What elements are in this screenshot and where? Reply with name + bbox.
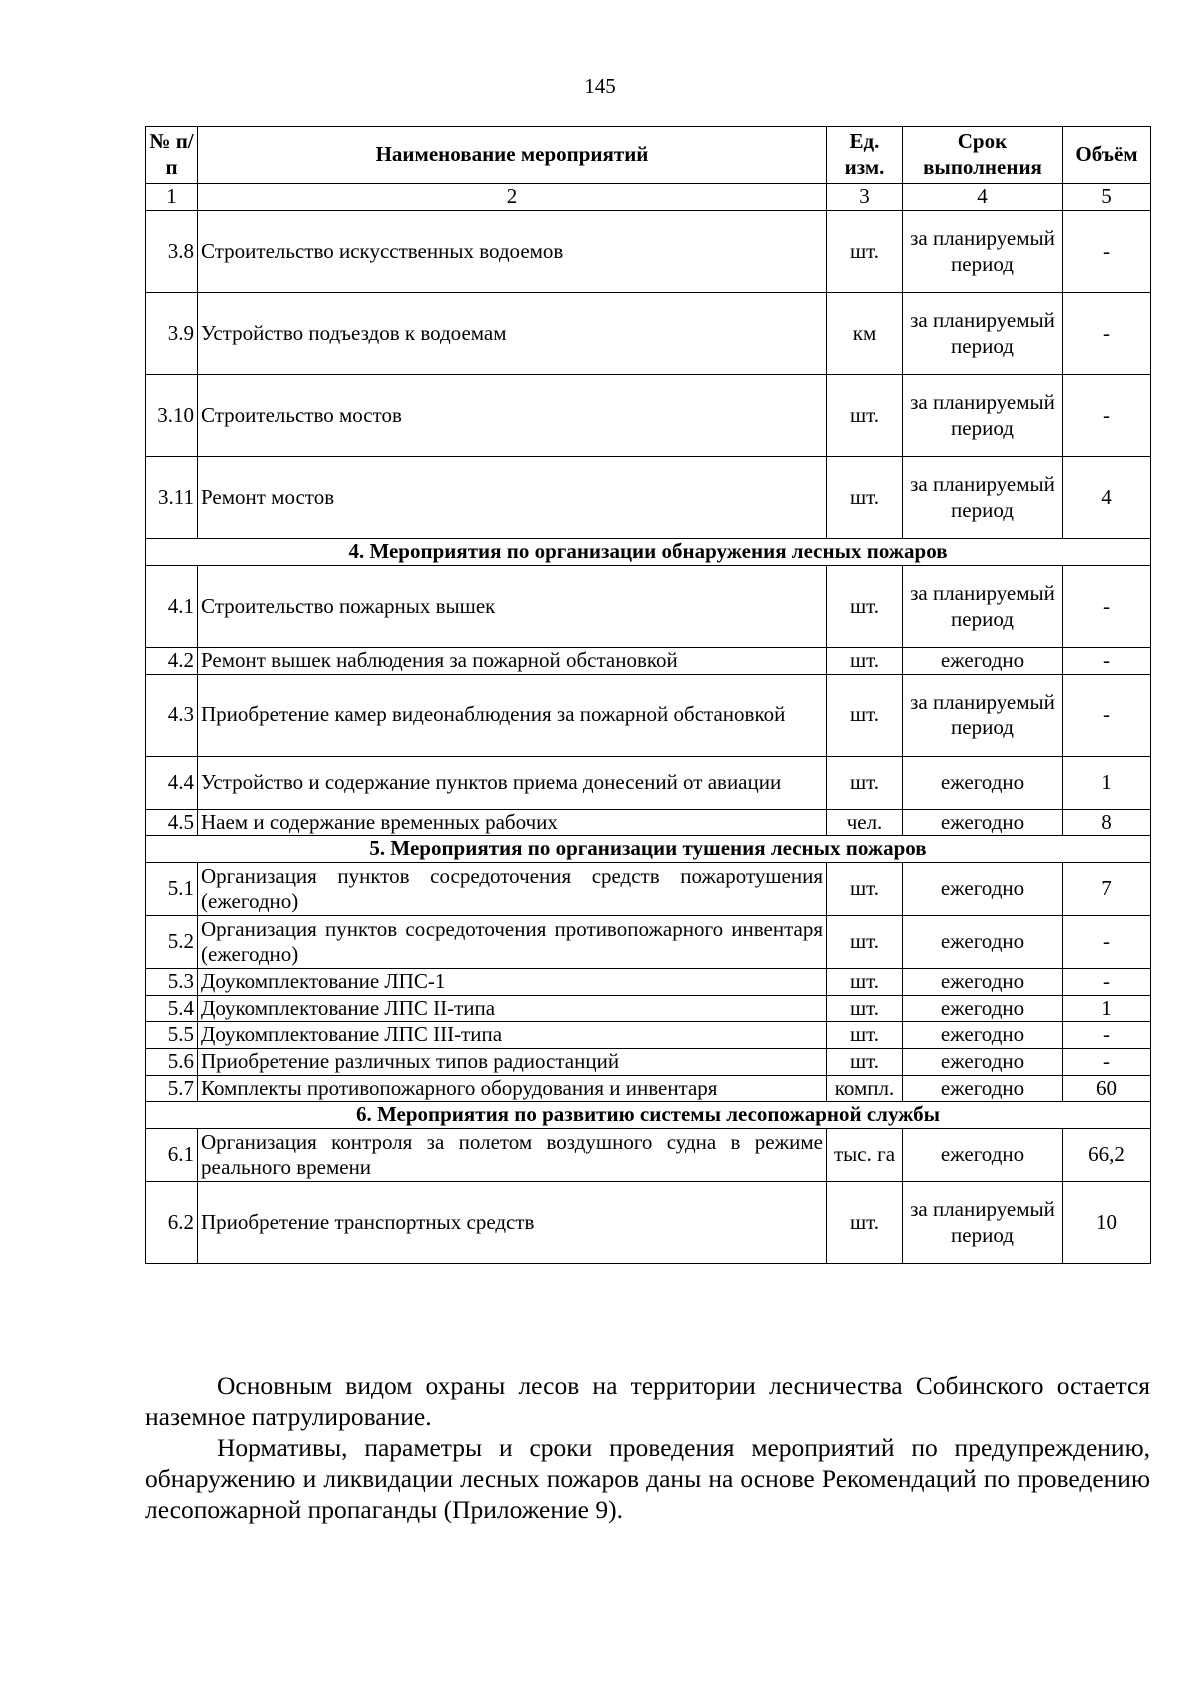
row-name: Ремонт вышек наблюдения за пожарной обстановкой xyxy=(198,648,827,675)
row-unit: шт. xyxy=(827,1049,903,1076)
row-num: 4.4 xyxy=(146,756,198,809)
section-title: 4. Мероприятия по организации обнаружения лесных пожаров xyxy=(146,539,1151,566)
row-volume: - xyxy=(1063,916,1151,969)
row-unit: шт. xyxy=(827,863,903,916)
table-row xyxy=(146,457,1151,539)
row-num: 3.9 xyxy=(146,293,198,375)
section-row xyxy=(146,1102,1151,1129)
header-num: № п/п xyxy=(146,127,198,184)
row-num: 5.2 xyxy=(146,916,198,969)
row-name: Устройство подъездов к водоемам xyxy=(198,293,827,375)
row-name: Комплекты противопожарного оборудования и инвентаря xyxy=(198,1075,827,1102)
row-num: 5.7 xyxy=(146,1075,198,1102)
row-unit: шт. xyxy=(827,457,903,539)
paragraph: Основным видом охраны лесов на территории лесничества Собинского остается наземное патрулирование. xyxy=(145,1371,1150,1431)
column-number: 4 xyxy=(903,184,1063,211)
row-num: 5.5 xyxy=(146,1022,198,1049)
row-term: за планируемый период xyxy=(903,674,1063,756)
table-row xyxy=(146,1075,1151,1102)
row-name: Приобретение транспортных средств xyxy=(198,1182,827,1264)
row-term: ежегодно xyxy=(903,756,1063,809)
row-term: за планируемый период xyxy=(903,457,1063,539)
section-title: 6. Мероприятия по развитию системы лесопожарной службы xyxy=(146,1102,1151,1129)
row-volume: 8 xyxy=(1063,809,1151,836)
row-term: ежегодно xyxy=(903,995,1063,1022)
measures-table xyxy=(145,126,1151,1264)
row-unit: шт. xyxy=(827,969,903,996)
column-number: 3 xyxy=(827,184,903,211)
row-term: ежегодно xyxy=(903,1075,1063,1102)
row-volume: - xyxy=(1063,293,1151,375)
row-unit: шт. xyxy=(827,674,903,756)
row-volume: - xyxy=(1063,648,1151,675)
table-row xyxy=(146,863,1151,916)
row-name: Строительство мостов xyxy=(198,375,827,457)
row-term: ежегодно xyxy=(903,809,1063,836)
row-term: ежегодно xyxy=(903,1049,1063,1076)
row-num: 3.11 xyxy=(146,457,198,539)
row-num: 3.10 xyxy=(146,375,198,457)
row-term: за планируемый период xyxy=(903,566,1063,648)
row-unit: шт. xyxy=(827,1182,903,1264)
table-row xyxy=(146,756,1151,809)
row-volume: 1 xyxy=(1063,756,1151,809)
table-row xyxy=(146,1182,1151,1264)
row-unit: км xyxy=(827,293,903,375)
row-term: ежегодно xyxy=(903,1022,1063,1049)
table-row xyxy=(146,1022,1151,1049)
body-text xyxy=(145,1370,1150,1525)
row-name: Ремонт мостов xyxy=(198,457,827,539)
row-name: Организация контроля за полетом воздушного судна в режиме реального времени xyxy=(198,1129,827,1182)
row-num: 4.3 xyxy=(146,674,198,756)
row-volume: - xyxy=(1063,969,1151,996)
header-name: Наименование мероприятий xyxy=(198,127,827,184)
section-row xyxy=(146,539,1151,566)
row-volume: - xyxy=(1063,211,1151,293)
column-numbers-row xyxy=(146,184,1151,211)
row-volume: - xyxy=(1063,674,1151,756)
table-row xyxy=(146,916,1151,969)
row-num: 5.4 xyxy=(146,995,198,1022)
row-name: Организация пунктов сосредоточения противопожарного инвентаря (ежегодно) xyxy=(198,916,827,969)
header-volume: Объём xyxy=(1063,127,1151,184)
row-num: 4.1 xyxy=(146,566,198,648)
row-unit: шт. xyxy=(827,995,903,1022)
row-term: ежегодно xyxy=(903,648,1063,675)
row-unit: шт. xyxy=(827,648,903,675)
row-unit: шт. xyxy=(827,916,903,969)
row-term: ежегодно xyxy=(903,1129,1063,1182)
row-unit: шт. xyxy=(827,1022,903,1049)
row-num: 6.2 xyxy=(146,1182,198,1264)
table-row xyxy=(146,1129,1151,1182)
row-num: 5.3 xyxy=(146,969,198,996)
table-row xyxy=(146,1049,1151,1076)
row-num: 4.5 xyxy=(146,809,198,836)
section-title: 5. Мероприятия по организации тушения лесных пожаров xyxy=(146,836,1151,863)
header-term: Срок выполнения xyxy=(903,127,1063,184)
table-row xyxy=(146,995,1151,1022)
row-volume: - xyxy=(1063,566,1151,648)
row-name: Строительство искусственных водоемов xyxy=(198,211,827,293)
row-name: Наем и содержание временных рабочих xyxy=(198,809,827,836)
row-volume: - xyxy=(1063,1022,1151,1049)
table-row xyxy=(146,969,1151,996)
table-row xyxy=(146,293,1151,375)
row-volume: - xyxy=(1063,375,1151,457)
row-name: Строительство пожарных вышек xyxy=(198,566,827,648)
table-row xyxy=(146,674,1151,756)
row-volume: - xyxy=(1063,1049,1151,1076)
column-number: 1 xyxy=(146,184,198,211)
row-name: Приобретение различных типов радиостанций xyxy=(198,1049,827,1076)
row-name: Приобретение камер видеонаблюдения за пожарной обстановкой xyxy=(198,674,827,756)
row-term: за планируемый период xyxy=(903,1182,1063,1264)
row-term: за планируемый период xyxy=(903,211,1063,293)
table-row xyxy=(146,648,1151,675)
header-unit: Ед. изм. xyxy=(827,127,903,184)
row-unit: шт. xyxy=(827,211,903,293)
section-row xyxy=(146,836,1151,863)
row-unit: компл. xyxy=(827,1075,903,1102)
table-row xyxy=(146,566,1151,648)
row-term: за планируемый период xyxy=(903,375,1063,457)
row-volume: 66,2 xyxy=(1063,1129,1151,1182)
row-term: ежегодно xyxy=(903,969,1063,996)
row-name: Доукомплектование ЛПС III-типа xyxy=(198,1022,827,1049)
row-num: 5.1 xyxy=(146,863,198,916)
row-name: Устройство и содержание пунктов приема донесений от авиации xyxy=(198,756,827,809)
row-volume: 10 xyxy=(1063,1182,1151,1264)
column-number: 2 xyxy=(198,184,827,211)
row-name: Доукомплектование ЛПС-1 xyxy=(198,969,827,996)
table-row xyxy=(146,375,1151,457)
table-row xyxy=(146,809,1151,836)
row-num: 3.8 xyxy=(146,211,198,293)
row-name: Организация пунктов сосредоточения средств пожаротушения (ежегодно) xyxy=(198,863,827,916)
row-name: Доукомплектование ЛПС II-типа xyxy=(198,995,827,1022)
row-num: 6.1 xyxy=(146,1129,198,1182)
row-num: 5.6 xyxy=(146,1049,198,1076)
row-unit: тыс. га xyxy=(827,1129,903,1182)
row-unit: шт. xyxy=(827,566,903,648)
row-volume: 7 xyxy=(1063,863,1151,916)
row-volume: 60 xyxy=(1063,1075,1151,1102)
row-unit: чел. xyxy=(827,809,903,836)
row-term: ежегодно xyxy=(903,863,1063,916)
table-row xyxy=(146,211,1151,293)
row-num: 4.2 xyxy=(146,648,198,675)
row-term: за планируемый период xyxy=(903,293,1063,375)
column-number: 5 xyxy=(1063,184,1151,211)
page-number: 145 xyxy=(584,74,616,98)
row-unit: шт. xyxy=(827,756,903,809)
row-volume: 4 xyxy=(1063,457,1151,539)
paragraph: Нормативы, параметры и сроки проведения мероприятий по предупреждению, обнаружению и ликвидации лесных пожаров даны на основе Рекомендаций по проведению лесопожарной пропаганды (Приложение 9). xyxy=(145,1433,1150,1524)
row-unit: шт. xyxy=(827,375,903,457)
row-term: ежегодно xyxy=(903,916,1063,969)
table-header-row xyxy=(146,127,1151,184)
row-volume: 1 xyxy=(1063,995,1151,1022)
